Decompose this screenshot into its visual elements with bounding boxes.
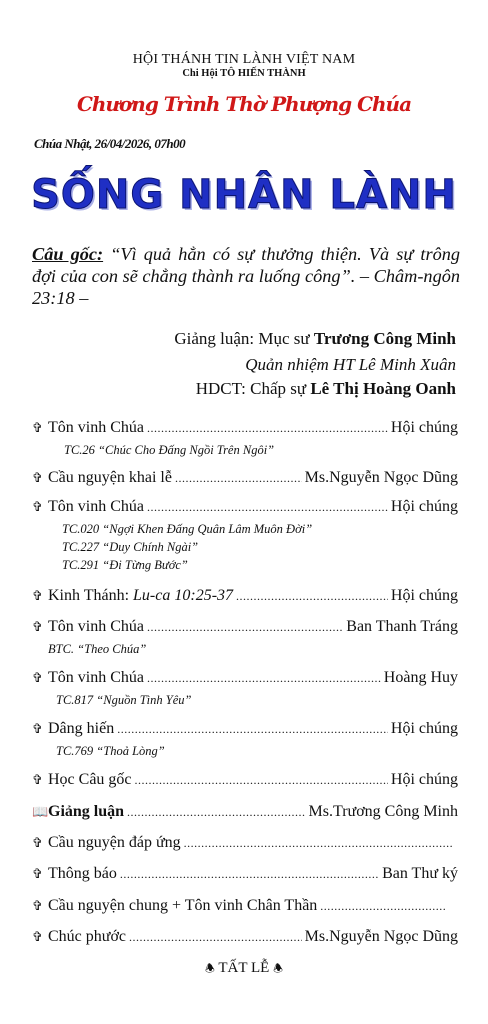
preacher-name: Trương Công Minh: [313, 329, 456, 348]
leader-dots: [184, 836, 453, 851]
cross-icon: ✞: [32, 929, 43, 944]
order-item: Học Câu gốc: [48, 771, 132, 788]
scripture-label: Kinh Thánh:: [48, 587, 130, 604]
order-item: Tôn vinh Chúa: [48, 618, 144, 635]
order-participant: Hoàng Huy: [383, 669, 458, 686]
order-row: [32, 469, 458, 491]
preacher-label: Giảng luận: Mục sư: [174, 329, 310, 348]
cross-icon: ✞: [32, 721, 43, 736]
cross-icon: ✞: [32, 499, 43, 514]
hymn-title: TC.26 “Chúc Cho Đấng Ngồi Trên Ngôi”: [64, 443, 275, 457]
closing: [0, 960, 488, 979]
order-row: [32, 587, 458, 609]
service-date: Chúa Nhật, 26/04/2026, 07h00: [34, 136, 186, 151]
hymn-title: TC.227 “Duy Chính Ngài”: [62, 540, 199, 554]
order-item: Cầu nguyện chung + Tôn vinh Chân Thần: [48, 897, 318, 914]
memory-verse-text: “Vì quả hẳn có sự thưởng thiện. Và sự trông đợi của con sẽ chẳng thành ra luống công”.: [32, 244, 461, 286]
leader-dots: [129, 930, 302, 945]
scripture-reference: Lu-ca 10:25-37: [133, 587, 234, 604]
leader-dots: [127, 805, 306, 820]
book-icon: 📖: [32, 804, 49, 819]
cross-icon: ✞: [32, 835, 43, 850]
order-item: Chúc phước: [48, 928, 127, 945]
cross-icon: ✞: [32, 420, 43, 435]
bell-icon: 🕭: [205, 963, 215, 975]
order-participant: Ban Thư ký: [382, 865, 458, 882]
order-row: [32, 928, 458, 950]
program-title: Chương Trình Thờ Phượng Chúa: [76, 92, 412, 116]
order-row: [32, 897, 450, 919]
order-participant: Hội chúng: [390, 587, 458, 604]
order-item: Thông báo: [48, 865, 117, 882]
order-participant: Hội chúng: [390, 771, 458, 788]
order-item: Cầu nguyện khai lễ: [48, 469, 172, 486]
cross-icon: ✞: [32, 866, 43, 881]
order-row: [32, 618, 458, 640]
leader-dots: [147, 500, 388, 515]
order-row: [32, 803, 458, 825]
order-participant: Ms.Trương Công Minh: [308, 803, 458, 820]
hymn-title: TC.769 “Thoả Lòng”: [56, 744, 165, 758]
order-row: [32, 720, 458, 742]
cross-icon: ✞: [32, 588, 43, 603]
leader-dots: [147, 620, 343, 635]
leader-label: HDCT: Chấp sự: [195, 379, 307, 398]
order-row: [32, 771, 458, 793]
sermon-title: SỐNG NHÂN LÀNH: [31, 172, 457, 218]
order-participant: Hội chúng: [390, 720, 458, 737]
cross-icon: ✞: [32, 898, 43, 913]
closing-text: TẤT LỄ: [218, 960, 270, 976]
order-row: [32, 834, 456, 856]
memory-verse-reference: – Châm-ngôn 23:18 –: [32, 266, 460, 308]
leader-dots: [147, 421, 388, 436]
order-row: [32, 498, 458, 520]
hymn-title: TC.020 “Ngợi Khen Đấng Quân Lâm Muôn Đời”: [62, 522, 313, 536]
preacher-line: [174, 329, 456, 349]
order-item: Tôn vinh Chúa: [48, 498, 144, 515]
order-participant: Ban Thanh Tráng: [346, 618, 458, 635]
leader-dots: [117, 722, 388, 737]
leader-line: [196, 379, 456, 399]
cross-icon: ✞: [32, 470, 43, 485]
order-item: Tôn vinh Chúa: [48, 419, 144, 436]
leader-dots: [135, 773, 388, 788]
cross-icon: ✞: [32, 772, 43, 787]
cross-icon: ✞: [32, 619, 43, 634]
order-item: Cầu nguyện đáp ứng: [48, 834, 181, 851]
leader-dots: [175, 471, 302, 486]
hymn-title: TC.817 “Nguồn Tình Yêu”: [56, 693, 192, 707]
order-item: [48, 587, 233, 605]
branch-name: Chi Hội TÔ HIẾN THÀNH: [182, 68, 306, 79]
memory-verse-label: Câu gốc:: [32, 244, 104, 264]
memory-verse: [32, 243, 460, 309]
bell-icon: 🕭: [273, 963, 283, 975]
order-participant: Hội chúng: [390, 419, 458, 436]
hymn-title: TC.291 “Đi Từng Bước”: [62, 558, 188, 572]
preacher-role: Quản nhiệm HT Lê Minh Xuân: [245, 355, 456, 374]
order-participant: Ms.Nguyễn Ngọc Dũng: [304, 469, 458, 486]
order-row: [32, 865, 458, 887]
order-row: [32, 669, 458, 691]
order-item: Giảng luận: [48, 803, 125, 820]
leader-dots: [147, 671, 381, 686]
leader-name: Lê Thị Hoàng Oanh: [310, 379, 456, 398]
order-participant: Ms.Nguyễn Ngọc Dũng: [304, 928, 458, 945]
leader-dots: [320, 899, 447, 914]
church-name: HỘI THÁNH TIN LÀNH VIỆT NAM: [132, 52, 356, 67]
hymn-title: BTC. “Theo Chúa”: [48, 642, 147, 656]
order-participant: Hội chúng: [390, 498, 458, 515]
order-item: Tôn vinh Chúa: [48, 669, 144, 686]
order-item: Dâng hiến: [48, 720, 115, 737]
order-row: [32, 419, 458, 441]
leader-dots: [236, 589, 388, 604]
leader-dots: [120, 867, 379, 882]
cross-icon: ✞: [32, 670, 43, 685]
